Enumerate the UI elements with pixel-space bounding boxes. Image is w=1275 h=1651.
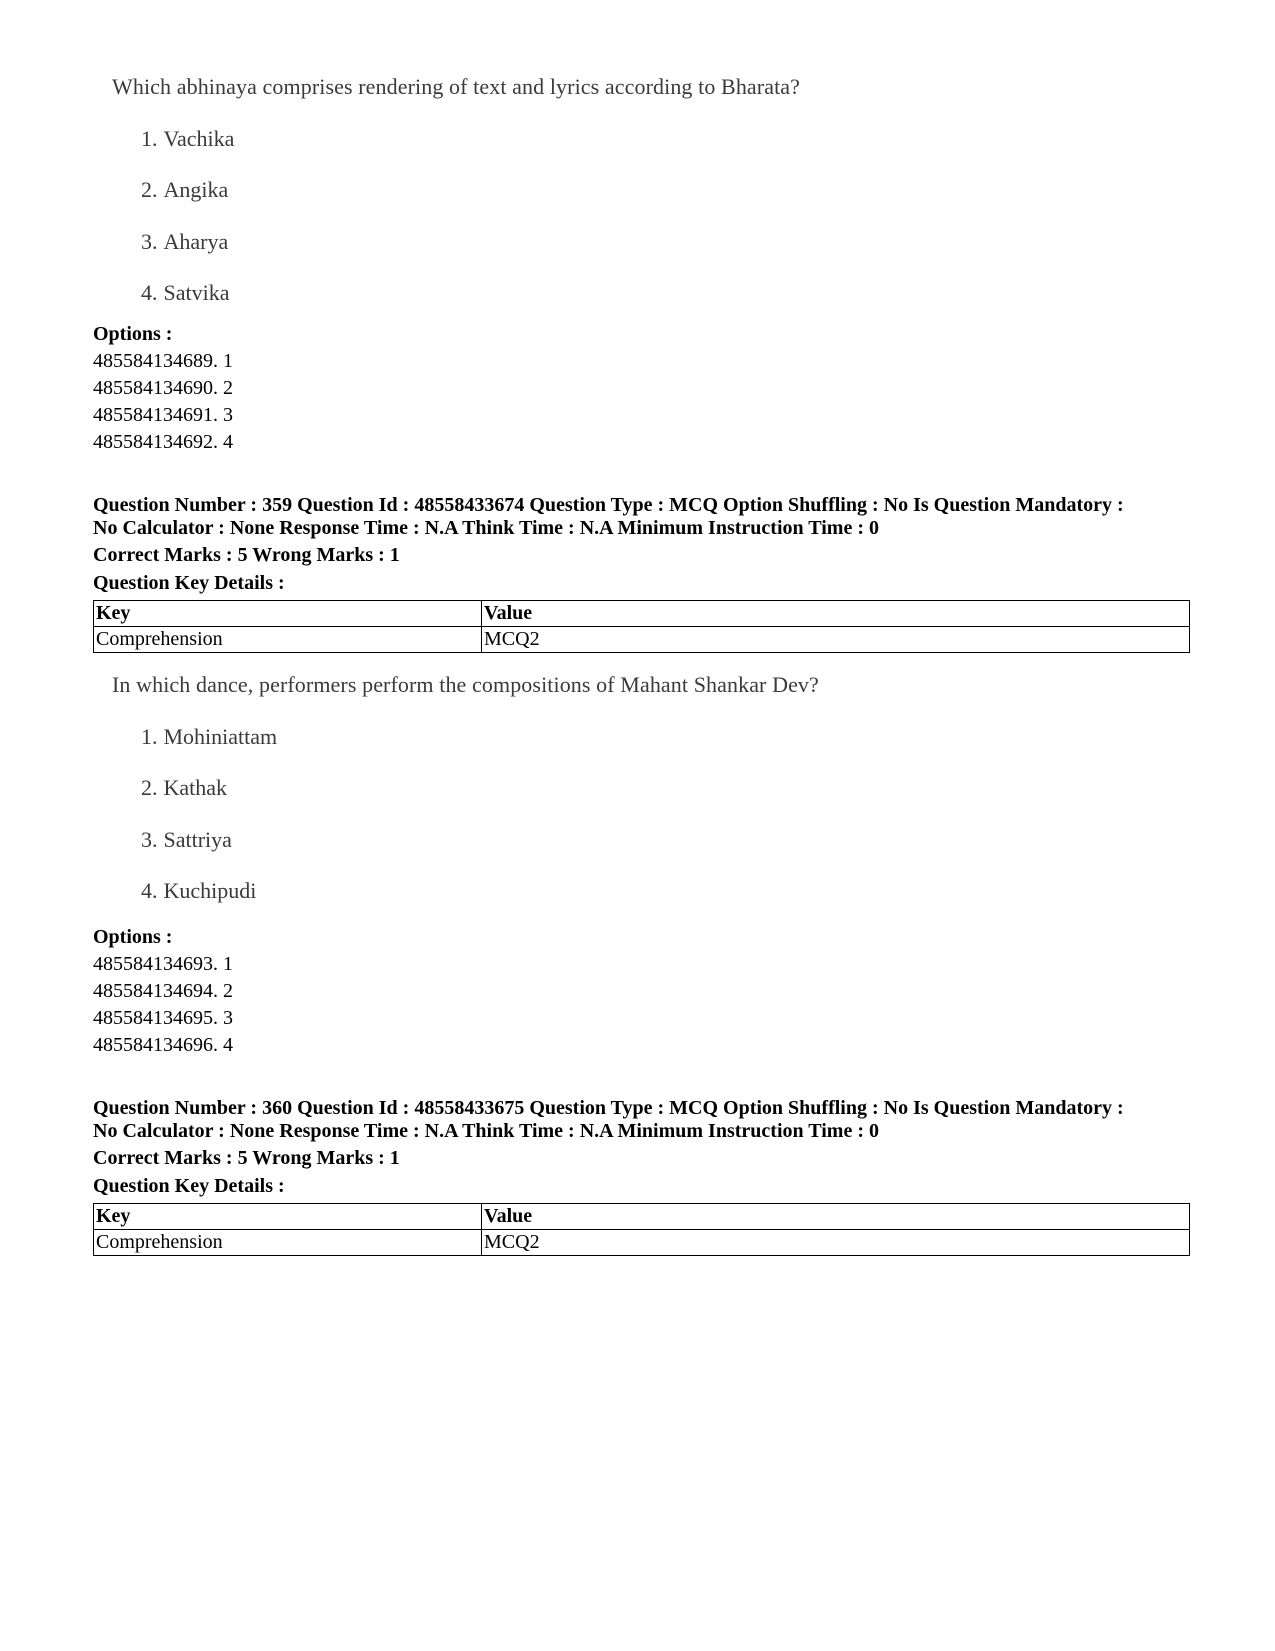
options-label: Options : (93, 323, 173, 345)
choice-text: Vachika (163, 126, 235, 151)
choice-number: 1. (141, 126, 158, 151)
option-line: 485584134696. 4 (93, 1034, 233, 1056)
option-line: 485584134692. 4 (93, 431, 233, 453)
choice-item (141, 280, 230, 306)
table-header-cell: Value (482, 601, 1190, 627)
table-cell: Comprehension (94, 1230, 482, 1256)
choice-number: 1. (141, 724, 158, 749)
question-text: In which dance, performers perform the compositions of Mahant Shankar Dev? (112, 672, 819, 697)
choice-number: 3. (141, 827, 158, 852)
choice-text: Satvika (163, 280, 230, 305)
choice-item (141, 827, 232, 853)
option-line: 485584134695. 3 (93, 1007, 233, 1029)
choice-item (141, 229, 228, 255)
question-meta-line: Question Number : 360 Question Id : 48558433675 Question Type : MCQ Option Shuffling : No Is Question Mandatory : (93, 1097, 1124, 1119)
choice-item (141, 878, 256, 904)
table-cell: MCQ2 (482, 1230, 1190, 1256)
question-meta-line: No Calculator : None Response Time : N.A Think Time : N.A Minimum Instruction Time : 0 (93, 517, 879, 539)
choice-text: Kuchipudi (163, 878, 257, 903)
question-meta-line: Question Number : 359 Question Id : 48558433674 Question Type : MCQ Option Shuffling : No Is Question Mandatory : (93, 494, 1124, 516)
marks-line: Correct Marks : 5 Wrong Marks : 1 (93, 1147, 400, 1169)
key-details-label: Question Key Details : (93, 1175, 285, 1197)
marks-line: Correct Marks : 5 Wrong Marks : 1 (93, 544, 400, 566)
option-line: 485584134690. 2 (93, 377, 233, 399)
option-line: 485584134694. 2 (93, 980, 233, 1002)
option-line: 485584134689. 1 (93, 350, 233, 372)
table-row (94, 627, 1190, 653)
choice-number: 2. (141, 177, 158, 202)
table-row (94, 1230, 1190, 1256)
question-text: Which abhinaya comprises rendering of text and lyrics according to Bharata? (112, 74, 801, 99)
key-details-table (93, 600, 1190, 653)
choice-text: Mohiniattam (163, 724, 278, 749)
choice-item (141, 724, 277, 750)
choice-text: Sattriya (163, 827, 232, 852)
choice-number: 4. (141, 878, 158, 903)
table-header-row (94, 1204, 1190, 1230)
table-cell: Comprehension (94, 627, 482, 653)
choice-text: Angika (163, 177, 229, 202)
choice-item (141, 126, 234, 152)
options-label: Options : (93, 926, 173, 948)
table-header-cell: Key (94, 1204, 482, 1230)
choice-text: Aharya (163, 229, 229, 254)
question-meta-line: No Calculator : None Response Time : N.A Think Time : N.A Minimum Instruction Time : 0 (93, 1120, 879, 1142)
key-details-table (93, 1203, 1190, 1256)
choice-number: 3. (141, 229, 158, 254)
choice-number: 2. (141, 775, 158, 800)
table-header-cell: Key (94, 601, 482, 627)
choice-text: Kathak (163, 775, 228, 800)
option-line: 485584134691. 3 (93, 404, 233, 426)
key-details-label: Question Key Details : (93, 572, 285, 594)
table-header-cell: Value (482, 1204, 1190, 1230)
choice-item (141, 177, 228, 203)
choice-number: 4. (141, 280, 158, 305)
option-line: 485584134693. 1 (93, 953, 233, 975)
table-header-row (94, 601, 1190, 627)
choice-item (141, 775, 227, 801)
table-cell: MCQ2 (482, 627, 1190, 653)
